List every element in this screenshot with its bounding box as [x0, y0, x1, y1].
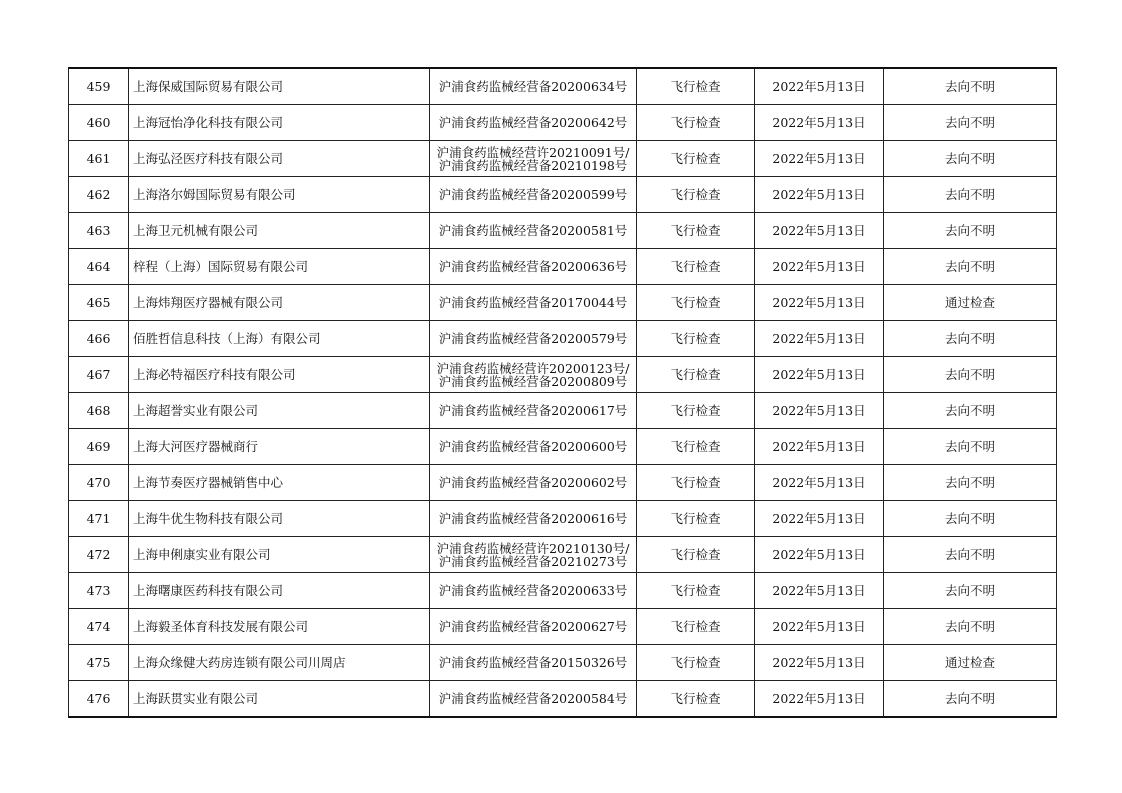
inspection-type-cell: 飞行检查 [637, 213, 755, 249]
license-number-line: 沪浦食药监械经营备20200634号 [438, 79, 628, 94]
row-number-cell: 467 [69, 357, 129, 393]
row-number-cell: 464 [69, 249, 129, 285]
license-number-cell [430, 573, 637, 609]
inspection-type-cell: 飞行检查 [637, 645, 755, 681]
license-number-line: 沪浦食药监械经营备20170044号 [438, 295, 628, 310]
inspection-type-cell: 飞行检查 [637, 68, 755, 105]
inspection-result-cell: 去向不明 [884, 609, 1057, 645]
inspection-type-cell: 飞行检查 [637, 573, 755, 609]
company-name-cell: 上海牛优生物科技有限公司 [129, 501, 430, 537]
row-number-cell: 473 [69, 573, 129, 609]
table-row [69, 465, 1057, 501]
table-row [69, 573, 1057, 609]
table-row [69, 501, 1057, 537]
license-number-line: 沪浦食药监械经营备20200581号 [438, 223, 628, 238]
inspection-type-cell: 飞行检查 [637, 609, 755, 645]
inspection-result-cell: 去向不明 [884, 249, 1057, 285]
inspection-date-cell: 2022年5月13日 [755, 429, 884, 465]
license-number-cell [430, 68, 637, 105]
license-number-line: 沪浦食药监械经营备20200642号 [438, 115, 628, 130]
license-number-line: 沪浦食药监械经营许20210130号/ [436, 540, 630, 556]
inspection-type-cell: 飞行检查 [637, 177, 755, 213]
company-name-cell: 上海冠怡净化科技有限公司 [129, 105, 430, 141]
inspection-date-cell: 2022年5月13日 [755, 105, 884, 141]
table-row [69, 105, 1057, 141]
inspection-date-cell: 2022年5月13日 [755, 645, 884, 681]
table-row [69, 357, 1057, 393]
license-number-cell [430, 609, 637, 645]
table-row [69, 429, 1057, 465]
row-number-cell: 472 [69, 537, 129, 573]
company-name-cell: 上海卫元机械有限公司 [129, 213, 430, 249]
license-number-line: 沪浦食药监械经营备20200600号 [438, 439, 628, 454]
table-row [69, 681, 1057, 718]
license-number-line: 沪浦食药监械经营备20200809号 [438, 373, 628, 389]
table-row [69, 537, 1057, 573]
license-number-line: 沪浦食药监械经营备20200602号 [438, 475, 628, 490]
inspection-result-cell: 去向不明 [884, 681, 1057, 718]
license-number-line: 沪浦食药监械经营备20200579号 [438, 331, 628, 346]
inspection-type-cell: 飞行检查 [637, 357, 755, 393]
inspection-result-cell: 去向不明 [884, 213, 1057, 249]
row-number-cell: 470 [69, 465, 129, 501]
inspection-type-cell: 飞行检查 [637, 249, 755, 285]
license-number-cell [430, 285, 637, 321]
inspection-result-cell: 通过检查 [884, 645, 1057, 681]
company-name-cell: 佰胜哲信息科技（上海）有限公司 [129, 321, 430, 357]
row-number-cell: 463 [69, 213, 129, 249]
license-number-cell [430, 213, 637, 249]
license-number-line: 沪浦食药监械经营备20200616号 [438, 511, 628, 526]
license-number-line: 沪浦食药监械经营备20200633号 [438, 583, 628, 598]
inspection-result-cell: 通过检查 [884, 285, 1057, 321]
row-number-cell: 465 [69, 285, 129, 321]
inspection-type-cell: 飞行检查 [637, 681, 755, 718]
inspection-result-cell: 去向不明 [884, 177, 1057, 213]
inspection-date-cell: 2022年5月13日 [755, 357, 884, 393]
license-number-line: 沪浦食药监械经营备20210198号 [438, 157, 628, 173]
inspection-result-cell: 去向不明 [884, 105, 1057, 141]
table-row [69, 249, 1057, 285]
inspection-result-cell: 去向不明 [884, 501, 1057, 537]
inspection-date-cell: 2022年5月13日 [755, 68, 884, 105]
inspection-date-cell: 2022年5月13日 [755, 573, 884, 609]
license-number-line: 沪浦食药监械经营备20200617号 [438, 403, 628, 418]
inspection-type-cell: 飞行检查 [637, 537, 755, 573]
license-number-cell [430, 393, 637, 429]
license-number-line: 沪浦食药监械经营许20200123号/ [436, 360, 630, 376]
row-number-cell: 468 [69, 393, 129, 429]
table-row [69, 321, 1057, 357]
table-row [69, 645, 1057, 681]
license-number-cell [430, 537, 637, 573]
license-number-line: 沪浦食药监械经营备20200584号 [438, 691, 628, 706]
company-name-cell: 上海毅圣体育科技发展有限公司 [129, 609, 430, 645]
row-number-cell: 475 [69, 645, 129, 681]
inspection-date-cell: 2022年5月13日 [755, 213, 884, 249]
company-name-cell: 上海节奏医疗器械销售中心 [129, 465, 430, 501]
inspection-date-cell: 2022年5月13日 [755, 537, 884, 573]
inspection-date-cell: 2022年5月13日 [755, 141, 884, 177]
inspection-date-cell: 2022年5月13日 [755, 681, 884, 718]
license-number-cell [430, 177, 637, 213]
row-number-cell: 461 [69, 141, 129, 177]
license-number-cell [430, 105, 637, 141]
inspection-type-cell: 飞行检查 [637, 285, 755, 321]
inspection-type-cell: 飞行检查 [637, 501, 755, 537]
license-number-line: 沪浦食药监械经营备20150326号 [438, 655, 628, 670]
inspection-date-cell: 2022年5月13日 [755, 249, 884, 285]
inspection-result-cell: 去向不明 [884, 68, 1057, 105]
inspection-date-cell: 2022年5月13日 [755, 321, 884, 357]
company-name-cell: 上海炜翔医疗器械有限公司 [129, 285, 430, 321]
license-number-line: 沪浦食药监械经营许20210091号/ [436, 144, 630, 160]
license-number-line: 沪浦食药监械经营备20200627号 [438, 619, 628, 634]
license-number-cell [430, 429, 637, 465]
row-number-cell: 469 [69, 429, 129, 465]
license-number-line: 沪浦食药监械经营备20210273号 [438, 553, 628, 569]
license-number-cell [430, 681, 637, 718]
inspection-result-cell: 去向不明 [884, 573, 1057, 609]
inspection-type-cell: 飞行检查 [637, 429, 755, 465]
company-name-cell: 梓程（上海）国际贸易有限公司 [129, 249, 430, 285]
row-number-cell: 462 [69, 177, 129, 213]
inspection-type-cell: 飞行检查 [637, 141, 755, 177]
inspection-result-cell: 去向不明 [884, 429, 1057, 465]
table-row [69, 213, 1057, 249]
table-row [69, 68, 1057, 105]
company-name-cell: 上海洛尔姆国际贸易有限公司 [129, 177, 430, 213]
license-number-cell [430, 357, 637, 393]
row-number-cell: 471 [69, 501, 129, 537]
row-number-cell: 474 [69, 609, 129, 645]
company-name-cell: 上海大河医疗器械商行 [129, 429, 430, 465]
row-number-cell: 459 [69, 68, 129, 105]
row-number-cell: 460 [69, 105, 129, 141]
table-row [69, 285, 1057, 321]
company-name-cell: 上海超誉实业有限公司 [129, 393, 430, 429]
company-name-cell: 上海必特福医疗科技有限公司 [129, 357, 430, 393]
license-number-cell [430, 501, 637, 537]
inspection-result-cell: 去向不明 [884, 465, 1057, 501]
inspection-date-cell: 2022年5月13日 [755, 177, 884, 213]
inspection-table-body [69, 68, 1057, 717]
license-number-cell [430, 321, 637, 357]
company-name-cell: 上海保威国际贸易有限公司 [129, 68, 430, 105]
inspection-type-cell: 飞行检查 [637, 393, 755, 429]
row-number-cell: 476 [69, 681, 129, 718]
inspection-result-cell: 去向不明 [884, 537, 1057, 573]
table-row [69, 177, 1057, 213]
license-number-cell [430, 465, 637, 501]
company-name-cell: 上海曙康医药科技有限公司 [129, 573, 430, 609]
inspection-date-cell: 2022年5月13日 [755, 465, 884, 501]
inspection-date-cell: 2022年5月13日 [755, 285, 884, 321]
inspection-result-cell: 去向不明 [884, 357, 1057, 393]
company-name-cell: 上海跃贯实业有限公司 [129, 681, 430, 718]
inspection-type-cell: 飞行检查 [637, 321, 755, 357]
inspection-result-cell: 去向不明 [884, 141, 1057, 177]
license-number-line: 沪浦食药监械经营备20200636号 [438, 259, 628, 274]
inspection-table [68, 67, 1057, 718]
license-number-cell [430, 249, 637, 285]
table-row [69, 609, 1057, 645]
table-row [69, 141, 1057, 177]
inspection-type-cell: 飞行检查 [637, 465, 755, 501]
inspection-result-cell: 去向不明 [884, 321, 1057, 357]
company-name-cell: 上海申俐康实业有限公司 [129, 537, 430, 573]
license-number-line: 沪浦食药监械经营备20200599号 [438, 187, 628, 202]
company-name-cell: 上海众缘健大药房连锁有限公司川周店 [129, 645, 430, 681]
inspection-date-cell: 2022年5月13日 [755, 393, 884, 429]
row-number-cell: 466 [69, 321, 129, 357]
table-row [69, 393, 1057, 429]
inspection-result-cell: 去向不明 [884, 393, 1057, 429]
license-number-cell [430, 645, 637, 681]
inspection-type-cell: 飞行检查 [637, 105, 755, 141]
inspection-date-cell: 2022年5月13日 [755, 609, 884, 645]
license-number-cell [430, 141, 637, 177]
company-name-cell: 上海弘泾医疗科技有限公司 [129, 141, 430, 177]
inspection-date-cell: 2022年5月13日 [755, 501, 884, 537]
